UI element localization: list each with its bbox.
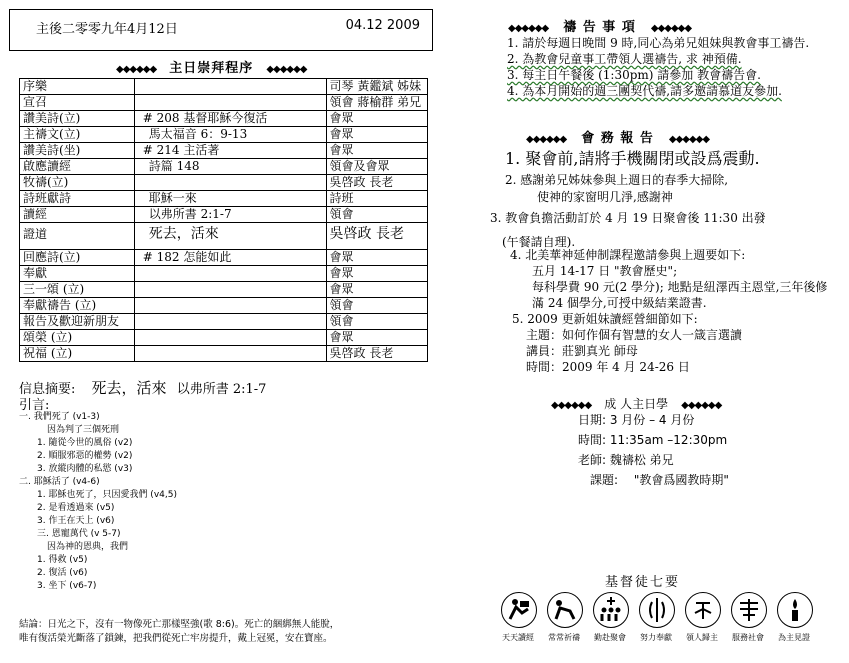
program-content	[134, 79, 326, 95]
essential-label: 努力奉獻	[640, 633, 672, 642]
program-content: 耶穌一來	[134, 191, 326, 207]
sunday-school-details	[578, 410, 729, 490]
program-content	[134, 266, 326, 282]
seven-essentials-title: 基督徒七要	[605, 575, 681, 590]
prayer-list	[507, 35, 842, 99]
outline-line: 三. 恩寵萬代 (v 5-7)	[37, 529, 121, 539]
program-item: 啟應讀經	[20, 159, 135, 175]
outline-line: 一. 我們死了 (v1-3)	[19, 412, 100, 422]
ss-topic-label: 課題:	[590, 473, 619, 487]
announcement-4-line: 五月 14-17 日 "教會歷史";	[532, 264, 678, 278]
ss-date: 日期: 3 月份 – 4 月份	[578, 413, 695, 427]
program-item: 宣召	[20, 95, 135, 111]
program-content	[134, 95, 326, 111]
wave-ornament-right: ◆◆◆◆◆◆	[681, 400, 722, 411]
ss-topic: "教會爲國教時期"	[633, 473, 729, 487]
wave-ornament-left: ◆◆◆◆◆◆	[551, 400, 592, 411]
essential-label: 勤赴聚會	[594, 633, 626, 642]
announcements-heading	[526, 127, 709, 146]
program-content: 以弗所書 2:1-7	[134, 207, 326, 223]
program-content	[134, 298, 326, 314]
witness-icon	[777, 592, 813, 628]
program-heading	[116, 57, 307, 76]
program-person: 領會	[326, 207, 427, 223]
wave-ornament-right: ◆◆◆◆◆◆	[668, 134, 710, 145]
essential-label: 為主見證	[778, 633, 810, 642]
program-item: 證道	[20, 223, 135, 250]
announcements-title: 會 務 報 告	[581, 131, 654, 146]
announcement-2-line1: 2. 感謝弟兄姊妹參與上週日的春季大掃除,	[505, 173, 729, 187]
program-row	[20, 95, 428, 111]
prayer-title: 禱 告 事 項	[563, 20, 636, 35]
essential-label: 常常祈禱	[548, 633, 580, 642]
wave-ornament-left: ◆◆◆◆◆◆	[508, 23, 549, 34]
program-content: 馬太福音 6：9-13	[134, 127, 326, 143]
announcement-2-line2: 使神的家窗明几淨,感謝神	[537, 190, 673, 204]
program-person: 吳啓政 長老	[326, 175, 427, 191]
program-item: 三一頌 (立)	[20, 282, 135, 298]
prayer-item: 2. 為教會兒童事工帶領人選禱告, 求 神預備.	[507, 52, 742, 66]
ss-teacher: 老師: 魏禱松 弟兄	[578, 453, 674, 467]
wave-ornament-left: ◆◆◆◆◆◆	[526, 134, 567, 145]
program-item: 頌榮 (立)	[20, 330, 135, 346]
program-row	[20, 266, 428, 282]
prayer-item: 4. 為本月開始的週三團契代禱,請多邀請慕道友參加.	[507, 84, 782, 98]
sermon-summary	[19, 377, 266, 398]
outline-line: 二. 耶穌活了 (v4-6)	[19, 477, 100, 487]
program-row	[20, 79, 428, 95]
essential-label: 服務社會	[732, 633, 764, 642]
date-chinese: 主後二零零九年4月12日	[36, 22, 178, 37]
outline-line: 1. 得救 (v5)	[37, 555, 88, 565]
conclusion	[19, 618, 439, 646]
program-item: 報告及歡迎新朋友	[20, 314, 135, 330]
program-person: 領會及會眾	[326, 159, 427, 175]
outline-line: 3. 坐下 (v6-7)	[37, 581, 97, 591]
outline-line: 2. 是看透過來 (v5)	[37, 503, 115, 513]
prayer-item: 1. 請於每週日晚間 9 時,同心為弟兄姐妹與教會事工禱告.	[507, 36, 810, 50]
program-row	[20, 111, 428, 127]
program-row	[20, 175, 428, 191]
summary-label: 信息摘要:	[19, 382, 76, 397]
prayer-heading	[508, 16, 691, 35]
announcement-5-line: 5. 2009 更新姐妹讀經營細節如下:	[512, 312, 698, 326]
essential-label: 天天讀經	[502, 633, 534, 642]
program-row	[20, 250, 428, 266]
outline-line: 3. 作王在天上 (v6)	[37, 516, 115, 526]
program-content	[134, 314, 326, 330]
program-person: 會眾	[326, 111, 427, 127]
program-row	[20, 223, 428, 250]
wave-ornament-right: ◆◆◆◆◆◆	[650, 23, 692, 34]
announcement-5	[512, 311, 842, 375]
evangelism-icon	[685, 592, 721, 628]
announcement-4	[510, 247, 845, 311]
outline-line: 因為神的恩典，我們	[47, 542, 129, 552]
conclusion-line: 唯有復活榮光斷落了鎖鍊，把我們從死亡牢房提升，戴上冠冕，安在寶座。	[19, 633, 333, 644]
program-person: 詩班	[326, 191, 427, 207]
program-content: # 208 基督耶穌今復活	[134, 111, 326, 127]
program-row	[20, 298, 428, 314]
header-box	[9, 9, 433, 51]
outline-line: 3. 放縱肉體的私慾 (v3)	[37, 464, 133, 474]
program-item: 主禱文(立)	[20, 127, 135, 143]
program-item: 回應詩(立)	[20, 250, 135, 266]
program-item: 牧禱(立)	[20, 175, 135, 191]
program-item: 祝福 (立)	[20, 346, 135, 362]
program-table	[19, 78, 428, 362]
program-person: 會眾	[326, 282, 427, 298]
program-title: 主日崇拜程序	[169, 61, 254, 76]
offering-icon	[639, 592, 675, 628]
summary-title: 死去，活來	[91, 379, 167, 397]
program-content: # 182 怎能如此	[134, 250, 326, 266]
program-row	[20, 330, 428, 346]
announcement-3-line1: 3. 教會負擔活動訂於 4 月 19 日聚會後 11:30 出發	[490, 211, 766, 225]
sunday-school-title: 成 人主日學	[604, 397, 669, 411]
program-item: 讚美詩(坐)	[20, 143, 135, 159]
announcement-5-line: 主題：如何作個有智慧的女人一箴言選讀	[526, 328, 743, 342]
date-numeric: 04.12 2009	[345, 18, 420, 33]
program-person: 領會	[326, 314, 427, 330]
announcement-5-line: 講員：莊劉真光 師母	[526, 344, 638, 358]
program-row	[20, 159, 428, 175]
program-person: 會眾	[326, 127, 427, 143]
announcement-4-line: 4. 北美華神延伸制課程邀請參與上週要如下:	[510, 248, 746, 262]
wave-ornament-right: ◆◆◆◆◆◆	[266, 64, 307, 75]
program-person: 會眾	[326, 330, 427, 346]
summary-ref: 以弗所書 2:1-7	[176, 382, 267, 397]
outline-line: 1. 耶穌也死了，只因愛我們 (v4,5)	[37, 490, 177, 500]
sermon-outline	[19, 411, 419, 593]
program-row	[20, 127, 428, 143]
program-row	[20, 207, 428, 223]
program-row	[20, 143, 428, 159]
outline-line: 2. 順服邪惡的權勢 (v2)	[37, 451, 133, 461]
program-content	[134, 282, 326, 298]
program-person: 吳啓政 長老	[326, 223, 427, 250]
program-person: 吳啓政 長老	[326, 346, 427, 362]
program-item: 讚美詩(立)	[20, 111, 135, 127]
reading-bible-icon	[501, 592, 537, 628]
program-person: 司琴 黃鑑斌 姊妹	[326, 79, 427, 95]
program-content	[134, 346, 326, 362]
program-row	[20, 346, 428, 362]
program-item: 序樂	[20, 79, 135, 95]
program-content: 死去，活來	[134, 223, 326, 250]
announcement-3-line2: (午餐請自理).	[502, 235, 576, 249]
program-row	[20, 282, 428, 298]
announcement-1: 1. 聚會前,請將手機關閉或設爲震動.	[505, 149, 760, 168]
announcement-5-line: 時間：2009 年 4 月 24-26 日	[526, 360, 690, 374]
announcement-4-line: 每科學費 90 元(2 學分); 地點是紐澤西主恩堂,三年後修	[532, 280, 828, 294]
intro-label: 引言:	[19, 398, 50, 413]
program-content	[134, 175, 326, 191]
wave-ornament-left: ◆◆◆◆◆◆	[116, 64, 157, 75]
program-row	[20, 314, 428, 330]
essential-label: 領人歸主	[686, 633, 718, 642]
seven-essentials-icons	[495, 592, 817, 642]
program-item: 讀經	[20, 207, 135, 223]
service-icon	[731, 592, 767, 628]
program-person: 會眾	[326, 143, 427, 159]
program-content: 詩篇 148	[134, 159, 326, 175]
ss-time: 時間: 11:35am –12:30pm	[578, 433, 728, 447]
prayer-item: 3. 每主日午餐後 (1:30pm) 請參加 教會禱告會.	[507, 68, 761, 82]
program-person: 會眾	[326, 250, 427, 266]
outline-line: 因為判了三個死刑	[47, 425, 120, 435]
conclusion-line: 結論：日光之下，沒有一物像死亡那樣堅強(歌 8:6)。死亡的綑綁無人能脫，	[19, 619, 340, 630]
gathering-icon	[593, 592, 629, 628]
program-item: 奉獻	[20, 266, 135, 282]
program-person: 領會 蔣榆群 弟兄	[326, 95, 427, 111]
program-content	[134, 330, 326, 346]
program-row	[20, 191, 428, 207]
program-person: 會眾	[326, 266, 427, 282]
program-person: 領會	[326, 298, 427, 314]
announcement-4-line: 滿 24 個學分,可授中級結業證書.	[532, 296, 707, 310]
outline-line: 1. 隨從今世的風俗 (v2)	[37, 438, 133, 448]
program-item: 詩班獻詩	[20, 191, 135, 207]
program-item: 奉獻禱告 (立)	[20, 298, 135, 314]
outline-line: 2. 復活 (v6)	[37, 568, 88, 578]
praying-icon	[547, 592, 583, 628]
program-content: # 214 主活著	[134, 143, 326, 159]
